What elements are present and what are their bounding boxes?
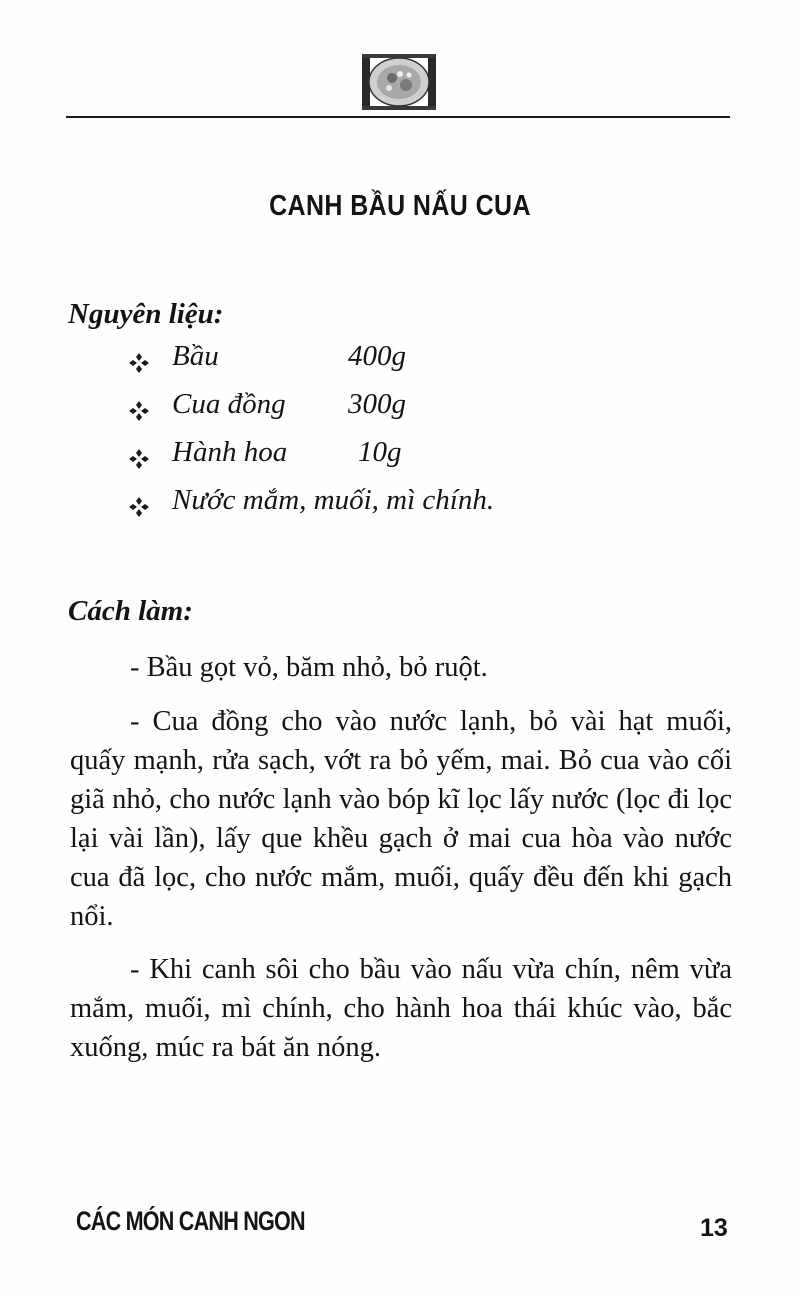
method-step: - Cua đồng cho vào nước lạnh, bỏ vài hạt muối, quấy mạnh, rửa sạch, vớt ra bỏ yếm, mai. Bỏ cua vào cối giã nhỏ, cho nước lạnh vào bóp kĩ lọc lấy nước (lọc đi lọc lại vài lần), lấy que khều gạch ở mai cua hòa vào nước cua đã lọc, cho nước mắm, muối, quấy đều đến khi gạch nổi. bbox=[70, 706, 732, 932]
ingredient-quantity: 10g bbox=[358, 436, 402, 468]
ingredient-name: Nước mắm, muối, mì chính. bbox=[172, 484, 495, 516]
ingredients-heading: Nguyên liệu: bbox=[68, 298, 224, 330]
bowl-ornament-icon bbox=[362, 52, 436, 112]
method-step: - Bầu gọt vỏ, băm nhỏ, bỏ ruột. bbox=[130, 652, 488, 683]
ingredient-name: Cua đồng bbox=[172, 388, 286, 420]
ingredient-name: Hành hoa bbox=[172, 436, 288, 468]
method-heading: Cách làm: bbox=[68, 595, 193, 627]
recipe-title: CANH BẦU NẤU CUA bbox=[269, 190, 531, 222]
diamond-bullet-icon bbox=[128, 349, 150, 371]
diamond-bullet-icon bbox=[128, 445, 150, 467]
ingredient-name: Bầu bbox=[172, 340, 219, 372]
ingredient-quantity: 400g bbox=[348, 340, 406, 372]
method-step: - Khi canh sôi cho bầu vào nấu vừa chín, nêm vừa mắm, muối, mì chính, cho hành hoa thái khúc vào, bắc xuống, múc ra bát ăn nóng. bbox=[70, 954, 732, 1063]
page-number: 13 bbox=[700, 1214, 728, 1242]
ingredient-quantity: 300g bbox=[348, 388, 406, 420]
diamond-bullet-icon bbox=[128, 493, 150, 515]
header-rule bbox=[66, 116, 730, 118]
diamond-bullet-icon bbox=[128, 397, 150, 419]
series-title: CÁC MÓN CANH NGON bbox=[76, 1206, 305, 1236]
